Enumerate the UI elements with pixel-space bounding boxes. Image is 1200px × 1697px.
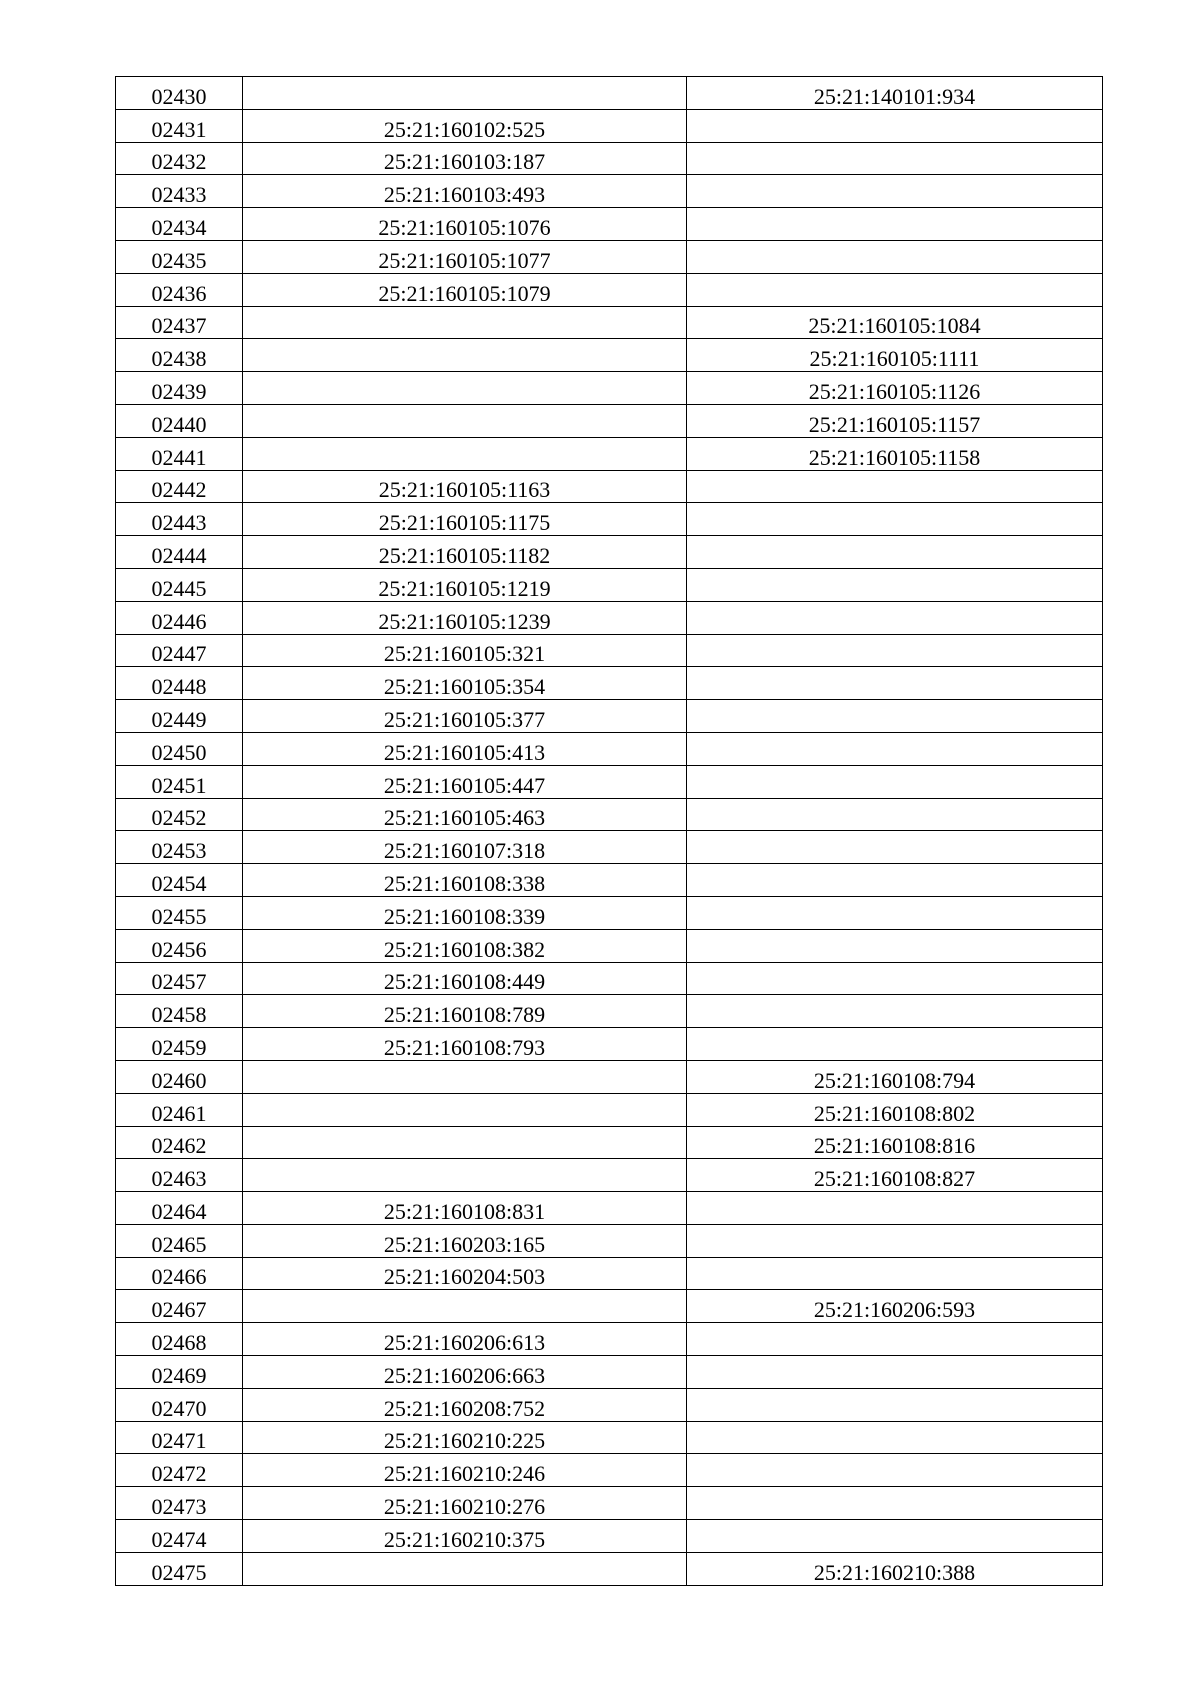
cadastral-number-cell-b: 25:21:160206:593 — [687, 1290, 1103, 1323]
cadastral-number-cell-b — [687, 765, 1103, 798]
cadastral-number-cell-a — [243, 1126, 687, 1159]
table-row — [116, 306, 1103, 339]
cadastral-number-cell-a — [243, 339, 687, 372]
row-number-cell: 02450 — [116, 732, 243, 765]
cadastral-number-cell-a: 25:21:160105:447 — [243, 765, 687, 798]
table-row — [116, 437, 1103, 470]
row-number-cell: 02438 — [116, 339, 243, 372]
row-number-cell: 02434 — [116, 208, 243, 241]
table-row — [116, 142, 1103, 175]
cadastral-number-cell-a: 25:21:160105:1077 — [243, 240, 687, 273]
cadastral-number-cell-b — [687, 896, 1103, 929]
table-row — [116, 109, 1103, 142]
cadastral-number-cell-b — [687, 503, 1103, 536]
table-row — [116, 1028, 1103, 1061]
row-number-cell: 02448 — [116, 667, 243, 700]
row-number-cell: 02441 — [116, 437, 243, 470]
cadastral-number-cell-a: 25:21:160208:752 — [243, 1388, 687, 1421]
row-number-cell: 02458 — [116, 995, 243, 1028]
cadastral-number-cell-b — [687, 1421, 1103, 1454]
cadastral-number-cell-b — [687, 1224, 1103, 1257]
row-number-cell: 02474 — [116, 1520, 243, 1553]
cadastral-number-cell-b — [687, 601, 1103, 634]
table-row — [116, 864, 1103, 897]
cadastral-number-cell-a: 25:21:160210:276 — [243, 1487, 687, 1520]
cadastral-number-cell-b — [687, 798, 1103, 831]
table-row — [116, 1093, 1103, 1126]
cadastral-number-cell-b — [687, 995, 1103, 1028]
cadastral-number-cell-b — [687, 634, 1103, 667]
table-row — [116, 470, 1103, 503]
cadastral-number-cell-a — [243, 77, 687, 110]
row-number-cell: 02456 — [116, 929, 243, 962]
table-row — [116, 273, 1103, 306]
table-row — [116, 831, 1103, 864]
cadastral-number-cell-b: 25:21:160105:1126 — [687, 372, 1103, 405]
table-row — [116, 1192, 1103, 1225]
table-row — [116, 667, 1103, 700]
cadastral-number-cell-b — [687, 1257, 1103, 1290]
row-number-cell: 02471 — [116, 1421, 243, 1454]
row-number-cell: 02431 — [116, 109, 243, 142]
cadastral-number-cell-b: 25:21:160105:1084 — [687, 306, 1103, 339]
table-row — [116, 404, 1103, 437]
cadastral-number-cell-a: 25:21:160108:789 — [243, 995, 687, 1028]
row-number-cell: 02467 — [116, 1290, 243, 1323]
cadastral-number-cell-a: 25:21:160105:1076 — [243, 208, 687, 241]
cadastral-number-cell-b: 25:21:160108:794 — [687, 1060, 1103, 1093]
cadastral-number-cell-a: 25:21:160105:1163 — [243, 470, 687, 503]
table-row — [116, 77, 1103, 110]
cadastral-number-cell-a — [243, 1060, 687, 1093]
cadastral-number-cell-a: 25:21:160204:503 — [243, 1257, 687, 1290]
row-number-cell: 02466 — [116, 1257, 243, 1290]
cadastral-number-cell-a: 25:21:160105:377 — [243, 700, 687, 733]
table-row — [116, 634, 1103, 667]
cadastral-number-cell-b — [687, 536, 1103, 569]
cadastral-number-cell-a: 25:21:160108:339 — [243, 896, 687, 929]
cadastral-number-cell-a: 25:21:160105:413 — [243, 732, 687, 765]
cadastral-number-cell-a — [243, 372, 687, 405]
cadastral-table — [115, 76, 1103, 1586]
table-row — [116, 503, 1103, 536]
cadastral-number-cell-b — [687, 1323, 1103, 1356]
table-row — [116, 798, 1103, 831]
cadastral-number-cell-a: 25:21:160105:1239 — [243, 601, 687, 634]
cadastral-number-cell-a: 25:21:160105:1175 — [243, 503, 687, 536]
table-row — [116, 339, 1103, 372]
cadastral-number-cell-a — [243, 1290, 687, 1323]
cadastral-number-cell-a: 25:21:160105:1079 — [243, 273, 687, 306]
row-number-cell: 02432 — [116, 142, 243, 175]
cadastral-number-cell-a: 25:21:160102:525 — [243, 109, 687, 142]
cadastral-number-cell-a: 25:21:160108:793 — [243, 1028, 687, 1061]
table-row — [116, 896, 1103, 929]
table-row — [116, 732, 1103, 765]
cadastral-number-cell-a: 25:21:160210:225 — [243, 1421, 687, 1454]
row-number-cell: 02473 — [116, 1487, 243, 1520]
cadastral-number-cell-b — [687, 1192, 1103, 1225]
cadastral-number-cell-b — [687, 1487, 1103, 1520]
cadastral-number-cell-b: 25:21:160108:827 — [687, 1159, 1103, 1192]
row-number-cell: 02439 — [116, 372, 243, 405]
cadastral-number-cell-b — [687, 175, 1103, 208]
table-row — [116, 995, 1103, 1028]
table-row — [116, 1520, 1103, 1553]
table-row — [116, 700, 1103, 733]
cadastral-number-cell-b — [687, 240, 1103, 273]
row-number-cell: 02464 — [116, 1192, 243, 1225]
cadastral-number-cell-b: 25:21:160108:816 — [687, 1126, 1103, 1159]
row-number-cell: 02454 — [116, 864, 243, 897]
cadastral-number-cell-a: 25:21:160206:613 — [243, 1323, 687, 1356]
row-number-cell: 02465 — [116, 1224, 243, 1257]
cadastral-number-cell-b: 25:21:160105:1157 — [687, 404, 1103, 437]
cadastral-number-cell-b — [687, 1388, 1103, 1421]
cadastral-number-cell-a: 25:21:160105:1219 — [243, 568, 687, 601]
cadastral-number-cell-b — [687, 1520, 1103, 1553]
table-row — [116, 568, 1103, 601]
table-row — [116, 1323, 1103, 1356]
table-row — [116, 1487, 1103, 1520]
row-number-cell: 02435 — [116, 240, 243, 273]
row-number-cell: 02452 — [116, 798, 243, 831]
row-number-cell: 02462 — [116, 1126, 243, 1159]
table-row — [116, 1060, 1103, 1093]
cadastral-number-cell-a: 25:21:160105:1182 — [243, 536, 687, 569]
cadastral-number-cell-a: 25:21:160210:375 — [243, 1520, 687, 1553]
cadastral-number-cell-b: 25:21:160105:1111 — [687, 339, 1103, 372]
cadastral-number-cell-a — [243, 437, 687, 470]
cadastral-number-cell-b — [687, 667, 1103, 700]
table-row — [116, 1159, 1103, 1192]
table-row — [116, 208, 1103, 241]
row-number-cell: 02449 — [116, 700, 243, 733]
row-number-cell: 02430 — [116, 77, 243, 110]
table-row — [116, 1257, 1103, 1290]
cadastral-number-cell-a — [243, 1093, 687, 1126]
table-row — [116, 1356, 1103, 1389]
table-row — [116, 372, 1103, 405]
cadastral-number-cell-b — [687, 273, 1103, 306]
row-number-cell: 02446 — [116, 601, 243, 634]
cadastral-number-cell-b: 25:21:140101:934 — [687, 77, 1103, 110]
row-number-cell: 02440 — [116, 404, 243, 437]
cadastral-number-cell-b: 25:21:160210:388 — [687, 1552, 1103, 1585]
cadastral-number-cell-a: 25:21:160103:187 — [243, 142, 687, 175]
cadastral-number-cell-a: 25:21:160108:831 — [243, 1192, 687, 1225]
row-number-cell: 02453 — [116, 831, 243, 864]
table-row — [116, 1421, 1103, 1454]
table-row — [116, 962, 1103, 995]
table-row — [116, 1126, 1103, 1159]
cadastral-number-cell-a: 25:21:160105:321 — [243, 634, 687, 667]
row-number-cell: 02460 — [116, 1060, 243, 1093]
row-number-cell: 02475 — [116, 1552, 243, 1585]
row-number-cell: 02443 — [116, 503, 243, 536]
table-row — [116, 175, 1103, 208]
table-row — [116, 1224, 1103, 1257]
cadastral-number-cell-a: 25:21:160108:338 — [243, 864, 687, 897]
cadastral-number-cell-b — [687, 962, 1103, 995]
cadastral-number-cell-b — [687, 864, 1103, 897]
cadastral-number-cell-a — [243, 1159, 687, 1192]
cadastral-number-cell-b — [687, 831, 1103, 864]
cadastral-number-cell-a: 25:21:160107:318 — [243, 831, 687, 864]
table-row — [116, 929, 1103, 962]
row-number-cell: 02459 — [116, 1028, 243, 1061]
cadastral-number-cell-b — [687, 142, 1103, 175]
row-number-cell: 02445 — [116, 568, 243, 601]
cadastral-number-cell-b — [687, 700, 1103, 733]
cadastral-number-cell-a: 25:21:160105:354 — [243, 667, 687, 700]
row-number-cell: 02463 — [116, 1159, 243, 1192]
cadastral-number-cell-a: 25:21:160108:449 — [243, 962, 687, 995]
cadastral-number-cell-a: 25:21:160103:493 — [243, 175, 687, 208]
cadastral-number-cell-b — [687, 470, 1103, 503]
table-row — [116, 1454, 1103, 1487]
table-row — [116, 765, 1103, 798]
cadastral-number-cell-b — [687, 1028, 1103, 1061]
cadastral-number-cell-a — [243, 404, 687, 437]
cadastral-number-cell-b — [687, 1454, 1103, 1487]
cadastral-number-cell-a: 25:21:160206:663 — [243, 1356, 687, 1389]
table-row — [116, 240, 1103, 273]
cadastral-number-cell-a — [243, 1552, 687, 1585]
row-number-cell: 02442 — [116, 470, 243, 503]
cadastral-number-cell-b — [687, 109, 1103, 142]
row-number-cell: 02468 — [116, 1323, 243, 1356]
row-number-cell: 02436 — [116, 273, 243, 306]
row-number-cell: 02461 — [116, 1093, 243, 1126]
row-number-cell: 02470 — [116, 1388, 243, 1421]
cadastral-number-cell-b — [687, 1356, 1103, 1389]
row-number-cell: 02437 — [116, 306, 243, 339]
row-number-cell: 02472 — [116, 1454, 243, 1487]
row-number-cell: 02455 — [116, 896, 243, 929]
row-number-cell: 02447 — [116, 634, 243, 667]
row-number-cell: 02469 — [116, 1356, 243, 1389]
cadastral-number-cell-b — [687, 732, 1103, 765]
cadastral-number-cell-a: 25:21:160108:382 — [243, 929, 687, 962]
cadastral-number-cell-b — [687, 929, 1103, 962]
row-number-cell: 02444 — [116, 536, 243, 569]
table-body — [116, 77, 1103, 1586]
row-number-cell: 02457 — [116, 962, 243, 995]
table-row — [116, 1552, 1103, 1585]
cadastral-number-cell-b: 25:21:160108:802 — [687, 1093, 1103, 1126]
table-row — [116, 1388, 1103, 1421]
table-row — [116, 1290, 1103, 1323]
cadastral-number-cell-a: 25:21:160203:165 — [243, 1224, 687, 1257]
cadastral-number-cell-a: 25:21:160210:246 — [243, 1454, 687, 1487]
cadastral-number-cell-a: 25:21:160105:463 — [243, 798, 687, 831]
table-row — [116, 601, 1103, 634]
cadastral-number-cell-b — [687, 208, 1103, 241]
row-number-cell: 02451 — [116, 765, 243, 798]
cadastral-number-cell-b — [687, 568, 1103, 601]
row-number-cell: 02433 — [116, 175, 243, 208]
table-row — [116, 536, 1103, 569]
cadastral-number-cell-a — [243, 306, 687, 339]
cadastral-number-cell-b: 25:21:160105:1158 — [687, 437, 1103, 470]
